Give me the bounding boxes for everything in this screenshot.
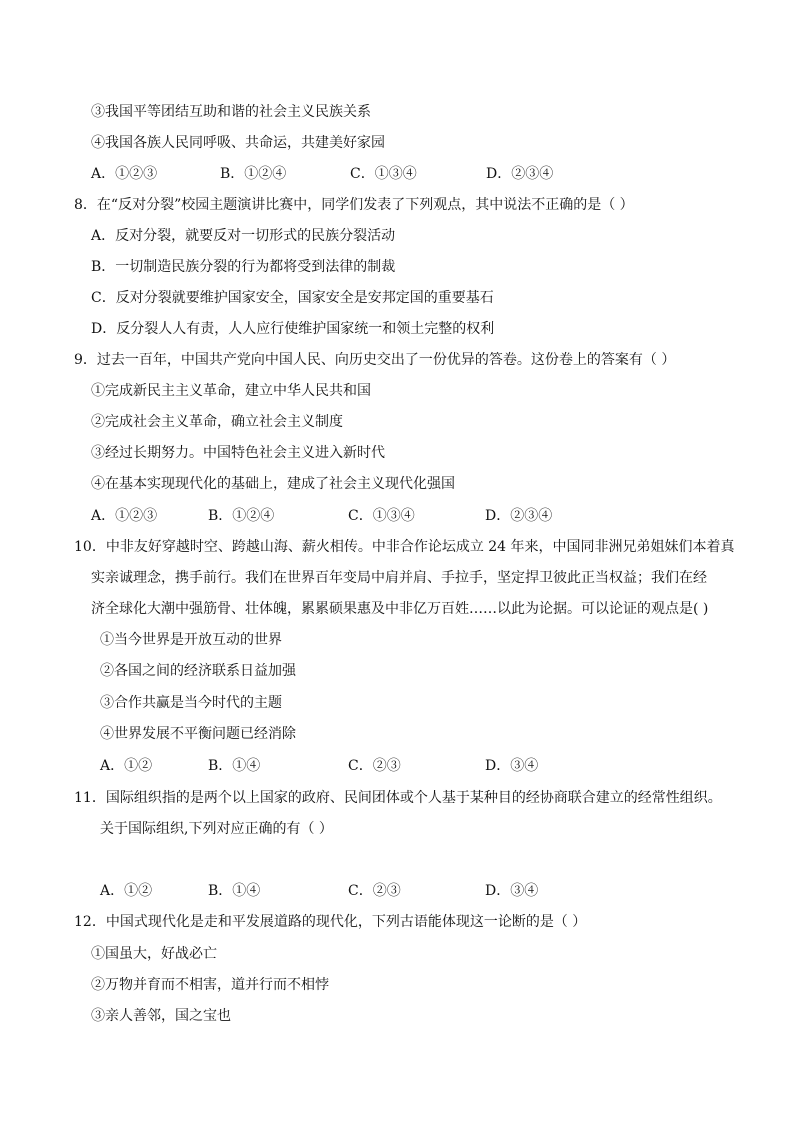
option-c: C．②③ [348,883,401,899]
q12-item-3: ③亲人善邻，国之宝也 [91,1008,231,1024]
q9-item-1: ①完成新民主主义革命，建立中华人民共和国 [91,383,371,399]
option-a: A．①②③ [91,508,158,524]
q9-item-4: ④在基本实现现代化的基础上，建成了社会主义现代化强国 [91,476,455,492]
option-d: D．③④ [485,758,539,774]
option-c: C．①③④ [350,166,417,182]
option-a: A．①② [100,883,153,899]
option-a: A．①② [100,758,153,774]
option-d: D．②③④ [486,166,554,182]
q12-stem: 12．中国式现代化是走和平发展道路的现代化，下列古语能体现这一论断的是（ ） [74,914,587,930]
q10-item-1: ①当今世界是开放互动的世界 [100,632,282,648]
option-b: B．①②④ [220,166,287,182]
option-b: B．①②④ [208,508,275,524]
q9-item-3: ③经过长期努力。中国特色社会主义进入新时代 [91,445,385,461]
q10-item-3: ③合作共赢是当今时代的主题 [100,695,282,711]
q8-choice-d: D．反分裂人人有责，人人应行使维护国家统一和领土完整的权利 [91,321,495,337]
q8-stem: 8．在“反对分裂”校园主题演讲比赛中，同学们发表了下列观点，其中说法不正确的是（ ） [74,197,634,213]
q8-choice-c: C．反对分裂就要维护国家安全，国家安全是安邦定国的重要基石 [91,290,494,306]
q8-choice-a: A．反对分裂，就要反对一切形式的民族分裂活动 [91,228,396,244]
q12-item-1: ①国虽大，好战必亡 [91,946,217,962]
q11-stem-line-1: 11．国际组织指的是两个以上国家的政府、民间团体或个人基于某种目的经协商联合建立的经常性组织。 [74,790,722,806]
q10-item-2: ②各国之间的经济联系日益加强 [100,663,296,679]
option-b: B．①④ [208,758,261,774]
q11-stem-line-2: 关于国际组织,下列对应正确的有（ ） [100,821,333,837]
option-c: C．②③ [348,758,401,774]
q10-stem-line-1: 10．中非友好穿越时空、跨越山海、薪火相传。中非合作论坛成立 24 年来，中国同非洲兄弟姐妹们本着真 [74,539,735,555]
q12-item-2: ②万物并育而不相害，道并行而不相悖 [91,977,329,993]
q10-stem-line-2: 实亲诚理念，携手前行。我们在世界百年变局中肩并肩、手拉手，坚定捍卫彼此正当权益；我们在经 [91,570,707,586]
q9-stem: 9．过去一百年，中国共产党向中国人民、向历史交出了一份优异的答卷。这份卷上的答案有（ ） [74,352,676,368]
q10-stem-line-3: 济全球化大潮中强筋骨、壮体魄，累累硕果惠及中非亿万百姓……以此为论据。可以论证的观点是( ) [91,601,709,617]
prev-item-4: ④我国各族人民同呼吸、共命运，共建美好家园 [91,135,385,151]
q9-item-2: ②完成社会主义革命，确立社会主义制度 [91,414,343,430]
option-d: D．②③④ [485,508,553,524]
option-c: C．①③④ [348,508,415,524]
option-a: A．①②③ [91,166,158,182]
option-d: D．③④ [485,883,539,899]
q10-item-4: ④世界发展不平衡问题已经消除 [100,726,296,742]
prev-item-3: ③我国平等团结互助和谐的社会主义民族关系 [91,104,371,120]
q8-choice-b: B．一切制造民族分裂的行为都将受到法律的制裁 [91,259,396,275]
option-b: B．①④ [208,883,261,899]
